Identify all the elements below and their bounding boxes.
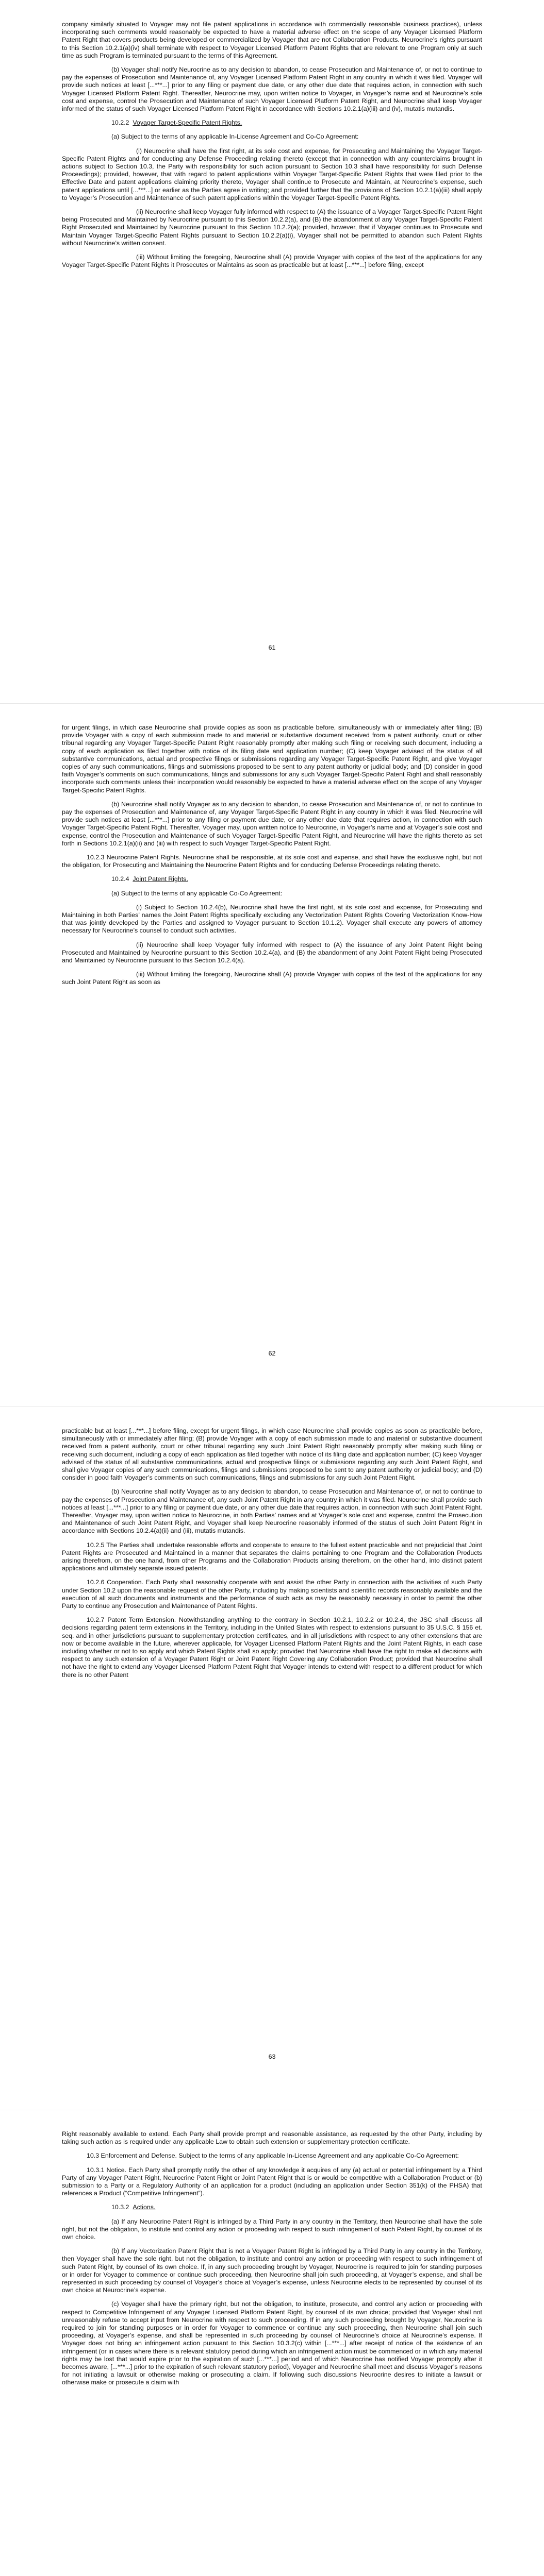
paragraph: company similarly situated to Voyager may not file patent applications in accordance with commercially reasonable business practices), unless incorporating such comments would reasonably be expected to have a material adverse effect on the scope of any Voyager Licensed Platform Patent Right that covers products being developed or commercialized by Voyager that are not Collaboration Products. Neurocrine’s rights pursuant to this Section 10.2.1(a)(iv) shall terminate with respect to Voyager Licensed Platform Patent Rights that are relevant to one Program only at such time as such Program is terminated pursuant to the terms of this Agreement. [62,21,482,59]
page-63-body [62,1427,482,1685]
section-heading [62,119,482,127]
section-title: Actions. [133,2204,156,2211]
paragraph: 10.3.1 Notice. Each Party shall promptly notify the other of any knowledge it acquires of any (a) actual or potential infringement by a Third Party of any Voyager Patent Right, Neurocrine Patent Right or Joint Patent Right that is or would be competitive with a Collaboration Product or (b) submission to a Party or a Regulatory Authority of an application for a product (including an application under Section 351(k) of the PHSA) that references a Product (“Competitive Infringement”). [62,2166,482,2197]
paragraph: 10.3 Enforcement and Defense. Subject to the terms of any applicable In-License Agreement and any applicable Co-Co Agreement: [87,2152,459,2160]
paragraph: (c) Voyager shall have the primary right, but not the obligation, to institute, prosecute, and control any action or proceeding with respect to Competitive Infringement of any Voyager Licensed Platform Patent Right, by counsel of its own choice; provided that Voyager shall not unreasonably refuse to accept input from Neurocrine with respect to such proceeding. If in any such proceeding brought by Voyager, Neurocrine is required to join for standing purposes or in order for Voyager to commence or continue any such proceeding, then Neurocrine shall join such proceeding, at Voyager’s expense, and shall be represented in such proceeding by counsel of Neurocrine’s choice at Neurocrine’s expense. If Voyager does not bring an infringement action pursuant to this Section 10.3.2(c) within [...***...] after receipt of notice of the existence of an infringement (or in cases where there is a relevant statutory period during which an infringement action must be commenced or in which any material rights may be lost that would expire prior to the expiration of such [...***...] period and of which Neurocrine has notified Voyager promptly after it becomes aware, [...***...] prior to the expiration of such relevant statutory period), Voyager and Neurocrine shall meet and discuss Voyager’s reasons for not initiating a lawsuit or otherwise making or prosecuting a claim. If following such discussions Neurocrine desires to initiate a lawsuit or otherwise make or prosecute a claim with [62,2300,483,2386]
paragraph: practicable but at least [...***...] before filing, except for urgent filings, in which case Neurocrine shall provide copies as soon as practicable before, simultaneously with or immediately after filing; (B) provide Voyager with a copy of each submission made to and material or substantive document received from a patent authority, court or other tribunal regarding any such Joint Patent Right reasonably promptly after making such filing or receiving such document, including a copy of each application as filed together with notice of its filing date and application number; (C) keep Voyager advised of the status of all substantive communications, actual and prospective filings or submissions regarding any such Joint Patent Right, and shall give Voyager copies of any such communications, filings and submissions proposed to be sent to any patent authority or judicial body; and (D) consider in good faith Voyager’s comments on such communications, filings and submissions for any such Joint Patent Right. [62,1427,482,1482]
paragraph: 10.2.7 Patent Term Extension. Notwithstanding anything to the contrary in Section 10.2.1, 10.2.2 or 10.2.4, the JSC shall discuss all decisions regarding patent term extensions in the Territory, including in the United States with respect to extensions pursuant to 35 U.S.C. § 156 et. seq. and in other jurisdictions pursuant to supplementary protection certificates, and in all jurisdictions with respect to any other extensions that are now or become available in the future, wherever applicable, for Voyager Licensed Platform Patent Rights and the Joint Patent Rights, in each case including whether or not to so apply and which Patent Rights shall so apply; provided that Neurocrine shall have the right to make all decisions with respect to any such extension of a Voyager Patent Right or Joint Patent Right Covering any Collaboration Product; provided that Neurocrine shall not have the right to extend any Voyager Licensed Platform Patent Right that Voyager intends to extend with respect to a different product for which there is no other Patent [62,1616,482,1679]
paragraph: (ii) Neurocrine shall keep Voyager fully informed with respect to (A) the issuance of a Voyager Target-Specific Patent Right being Prosecuted and Maintained by Neurocrine pursuant to this Section 10.2.2(a), and (B) the abandonment of any Voyager Target-Specific Patent Right Prosecuted and Maintained by Neurocrine pursuant to this Section 10.2.2(a); provided, however, that if Voyager continues to Prosecute and Maintain Voyager Target-Specific Patent Rights pursuant to Section 10.2.2(a)(i), Voyager shall not be permitted to abandon such Patent Rights without Neurocrine’s written consent. [62,208,482,247]
page-divider [0,1406,544,1407]
page-number: 63 [268,2053,276,2060]
section-heading [62,875,482,883]
paragraph: (iii) Without limiting the foregoing, Neurocrine shall (A) provide Voyager with copies of the text of the applications for any such Joint Patent Right as soon as [62,971,482,986]
paragraph: (a) If any Neurocrine Patent Right is infringed by a Third Party in any country in the Territory, then Neurocrine shall have the sole right, but not the obligation, to institute and control any action or proceeding with respect to such infringement of such Patent Right, by counsel of its own choice. [62,2217,482,2241]
page-number: 62 [268,1350,276,1357]
paragraph: (ii) Neurocrine shall keep Voyager fully informed with respect to (A) the issuance of any Joint Patent Right being Prosecuted and Maintained by Neurocrine pursuant to this Section 10.2.4(a), and (B) the abandonment of any Joint Patent Right being Prosecuted and Maintained by Neurocrine pursuant to this Section 10.2.4(a). [62,941,482,964]
section-number: 10.2.2 [111,119,129,127]
paragraph: (b) Neurocrine shall notify Voyager as to any decision to abandon, to cease Prosecution and Maintenance of, or not to continue to pay the expenses of Prosecution and Maintenance of, any such Joint Patent Right in any country in which it was filed. Neurocrine shall provide such notices at least [...***...] prior to any filing or payment due date, or any other due date that requires action, in connection with such Joint Patent Right. Thereafter, Voyager may, upon written notice to Neurocrine, in both Parties’ names and at Voyager’s sole cost and expense, control the Prosecution and Maintenance of such Joint Patent Right, and Voyager shall keep Neurocrine reasonably informed of the status of such Joint Patent Right in accordance with Sections 10.2.4(a)(ii) and (iii), mutatis mutandis. [62,1488,482,1535]
section-heading [62,2204,482,2211]
page-64-body [62,2130,482,2393]
paragraph: (a) Subject to the terms of any applicable Co-Co Agreement: [111,889,283,897]
paragraph: 10.2.5 The Parties shall undertake reasonable efforts and cooperate to ensure to the fullest extent practicable and not prejudicial that Joint Patent Rights are Prosecuted and Maintained in a manner that separates the claims pertaining to one Program and the Collaboration Products arising therefrom, on the one hand, from other Programs and the Collaboration Products arising therefrom, on the other hand, into distinct patent applications and ultimately separate issued patents. [62,1541,482,1572]
paragraph: (a) Subject to the terms of any applicable In-License Agreement and Co-Co Agreement: [111,133,359,141]
paragraph: 10.2.3 Neurocrine Patent Rights. Neurocrine shall be responsible, at its sole cost and expense, and shall have the exclusive right, but not the obligation, for Prosecuting and Maintaining the Neurocrine Patent Rights and for conducting Defense Proceedings relating thereto. [62,854,482,869]
page-number: 61 [268,644,276,651]
section-title: Voyager Target-Specific Patent Rights. [133,119,242,127]
paragraph: for urgent filings, in which case Neurocrine shall provide copies as soon as practicable before, simultaneously with or immediately after filing; (B) provide Voyager with a copy of each submission made to and material or substantive document received from a patent authority, court or other tribunal regarding any Voyager Target-Specific Patent Right reasonably promptly after making such filing or receiving such document, including a copy of each application as filed together with notice of its filing date and application number; (C) keep Voyager advised of the status of all substantive communications, actual and prospective filings or submissions regarding any Voyager Target-Specific Patent Right, and give Voyager copies of any such communications, filings and submissions proposed to be sent to any patent authority or judicial body; and (D) consider in good faith Voyager’s comments on such communications, filings and submissions for any such Voyager Target-Specific Patent Right and shall reasonably incorporate such comments unless their incorporation would reasonably be expected to have a material adverse effect on the scope of any Voyager Target-Specific Patent Rights. [62,724,482,794]
section-title: Joint Patent Rights. [133,875,188,883]
section-number: 10.2.4 [111,875,129,883]
paragraph: (iii) Without limiting the foregoing, Neurocrine shall (A) provide Voyager with copies of the text of the applications for any Voyager Target-Specific Patent Rights it Prosecutes or Maintains as soon as practicable but at least [...***...] before filing, except [62,253,482,269]
paragraph: (i) Subject to Section 10.2.4(b), Neurocrine shall have the first right, at its sole cost and expense, for Prosecuting and Maintaining in both Parties’ names the Joint Patent Rights specifically excluding any Vectorization Patent Rights Covering Vectorization Know-How that was jointly developed by the Parties and assigned to Voyager pursuant to Section 10.1.2). Voyager shall execute any powers of attorney necessary for Neurocrine’s counsel to conduct such activities. [62,903,482,935]
section-number: 10.3.2 [111,2204,129,2211]
paragraph: (b) If any Vectorization Patent Right that is not a Voyager Patent Right is infringed by a Third Party in any country in the Territory, then Voyager shall have the sole right, but not the obligation, to institute and control any action or proceeding with respect to such infringement of such Patent Right, by counsel of its own choice. If, in any such proceeding brought by Voyager, Neurocrine is required to join for standing purposes or in order for Voyager to commence or continue such proceeding, then Neurocrine shall join such proceeding, at Voyager’s expense, and shall be represented in such proceeding by counsel of Voyager’s choice at Voyager’s expense, unless Neurocrine elects to be represented by counsel of its own choice at Neurocrine’s expense. [62,2247,482,2294]
paragraph: Right reasonably available to extend. Each Party shall provide prompt and reasonable assistance, as requested by the other Party, including by taking such action as is required under any applicable Law to obtain such extension or supplementary protection certificate. [62,2130,482,2146]
page-61-body [62,21,482,275]
page-divider [0,703,544,704]
paragraph: (b) Voyager shall notify Neurocrine as to any decision to abandon, to cease Prosecution and Maintenance of, or not to continue to pay the expenses of Prosecution and Maintenance of, any Voyager Licensed Platform Patent Right in any country in which it was filed. Voyager will provide such notices at least [...***...] prior to any filing or payment due date, or any other due date that requires action, in connection with such Voyager Licensed Platform Patent Right. Thereafter, Neurocrine may, upon written notice to Voyager, in Voyager’s name and at Neurocrine’s sole cost and expense, control the Prosecution and Maintenance of such Voyager Licensed Platform Patent Right, and Neurocrine shall keep Voyager informed of the status of such Voyager Licensed Platform Patent Right in accordance with Sections 10.2.1(a)(iii) and (iv), mutatis mutandis. [62,66,482,113]
page-62-body [62,724,482,993]
paragraph: (b) Neurocrine shall notify Voyager as to any decision to abandon, to cease Prosecution and Maintenance of, or not to continue to pay the expenses of Prosecution and Maintenance of, any Voyager Target-Specific Patent Right in any country in which it was filed. Neurocrine will provide such notices at least [...***...] prior to any filing or payment due date, or any other due date that requires action, in connection with such Voyager Target-Specific Patent Right. Thereafter, Voyager may, upon written notice to Neurocrine, in Voyager’s name and at Voyager’s sole cost and expense, control the Prosecution and Maintenance of such Voyager Target-Specific Patent Right, and Neurocrine will have the rights thereto as set forth in Sections 10.2.1(a)(ii) and (iii) with respect to such Voyager Target-Specific Patent Right. [62,800,482,847]
paragraph: (i) Neurocrine shall have the first right, at its sole cost and expense, for Prosecuting and Maintaining the Voyager Target-Specific Patent Rights and for conducting any Defense Proceeding relating thereto (except that in connection with any counterclaims brought in actions subject to Section 10.3, the Party with responsibility for such action pursuant to Section 10.3 shall have responsibility for such Defense Proceedings); provided, however, that with regard to patent applications within Voyager Target-Specific Patent Rights that were filed prior to the Effective Date and patent applications claiming priority thereto, Voyager shall continue to Prosecute and Maintain, at Neurocrine’s expense, such patent applications until [...***...] or earlier as the Parties agree in writing; and provided further that the provisions of Section 10.2.1(a)(iii) shall apply to Voyager’s Prosecution and Maintenance of such patent applications within the Voyager Target-Specific Patent Rights. [62,147,482,201]
paragraph: 10.2.6 Cooperation. Each Party shall reasonably cooperate with and assist the other Party in connection with the activities of such Party under Section 10.2 upon the reasonable request of the other Party, including by making scientists and scientific records reasonably available and the execution of all such documents and instruments and the performance of such acts as may be reasonably necessary in order to permit the other Party to continue any Prosecution and Maintenance of Patent Rights. [62,1579,482,1610]
